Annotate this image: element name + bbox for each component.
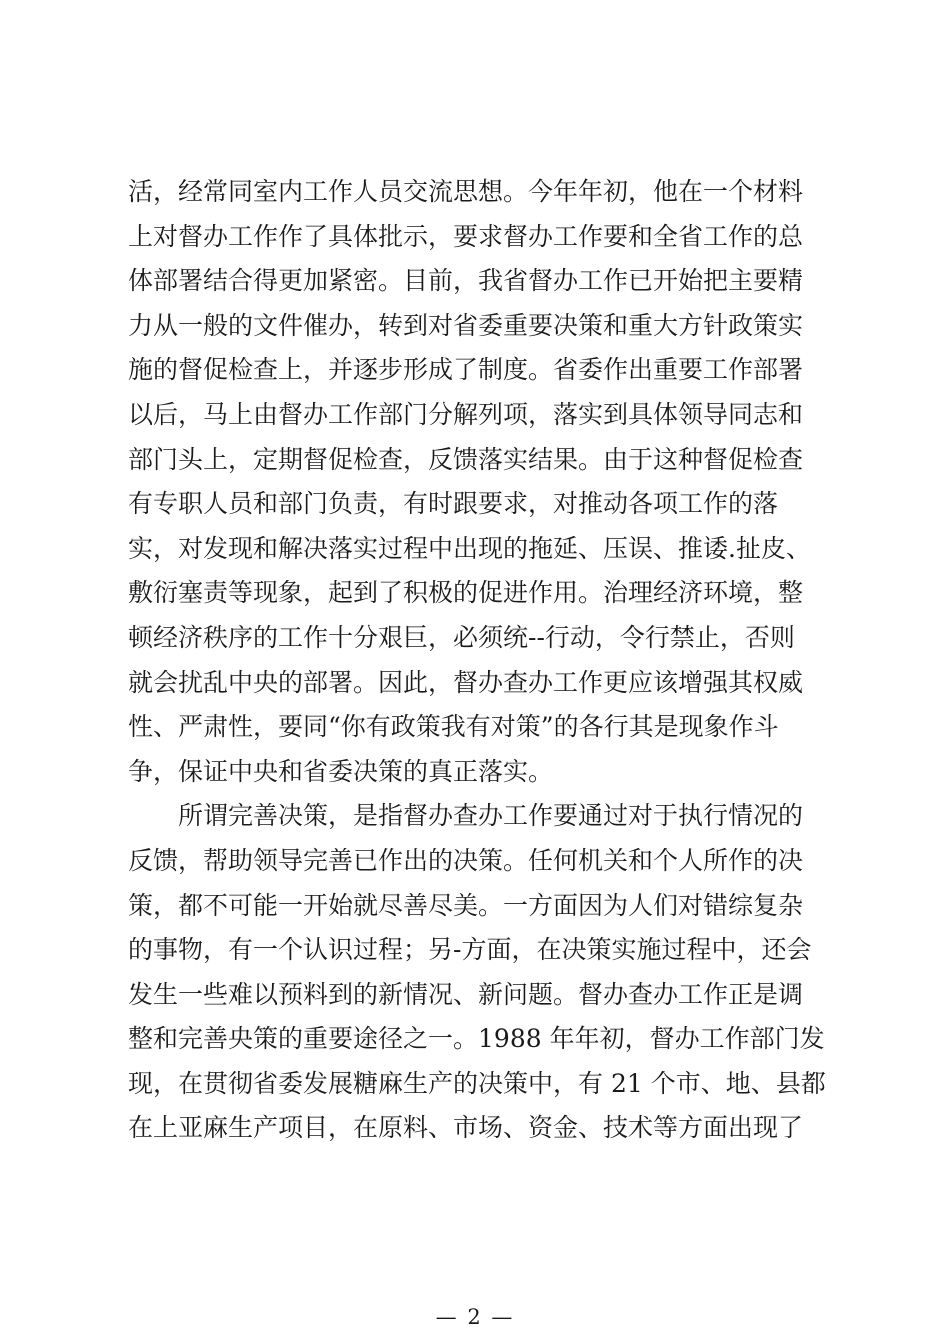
text-line: 部门头上，定期督促检查，反馈落实结果。由于这种督促检查	[128, 444, 804, 474]
text-line: 有专职人员和部门负责，有时跟要求，对推动各项工作的落	[128, 489, 779, 519]
text-line: 在上亚麻生产项目，在原料、市场、资金、技术等方面出现了	[128, 1113, 804, 1143]
text-line: 敷衍塞责等现象，起到了积极的促进作用。治理经济环境，整	[128, 578, 804, 608]
text-line: 发生一些难以预料到的新情况、新问题。督办查办工作正是调	[128, 979, 804, 1009]
text-line: 反馈，帮助领导完善已作出的决策。任何机关和个人所作的决	[128, 845, 804, 875]
paragraph-first-line: 所谓完善决策，是指督办查办工作要通过对于执行情况的	[178, 801, 804, 831]
text-line: 的事物，有一个认识过程；另-方面，在决策实施过程中，还会	[128, 935, 812, 965]
text-line: 施的督促检查上，并逐步形成了制度。省委作出重要工作部署	[128, 355, 804, 385]
text-line: 顿经济秩序的工作十分艰巨，必须统--行动，令行禁止，否则	[128, 622, 795, 652]
text-line: 以后，马上由督办工作部门分解列项，落实到具体领导同志和	[128, 399, 804, 429]
body-text	[128, 170, 828, 1151]
text-line: 力从一般的文件催办，转到对省委重要决策和重大方针政策实	[128, 310, 804, 340]
page-number: — 2 —	[435, 1305, 515, 1329]
text-line: 实，对发现和解决落实过程中出现的拖延、压误、推诿.扯皮、	[128, 533, 811, 563]
text-line: 活，经常同室内工作人员交流思想。今年年初，他在一个材料	[128, 177, 804, 206]
text-line: 整和完善央策的重要途径之一。1988 年年初，督办工作部门发	[128, 1024, 825, 1054]
text-line: 策，都不可能一开始就尽善尽美。一方面因为人们对错综复杂	[128, 890, 804, 920]
text-line: 体部署结合得更加紧密。目前，我省督办工作已开始把主要精	[128, 266, 804, 296]
text-line: 性、严肃性，要同“你有政策我有对策”的各行其是现象作斗	[128, 712, 779, 742]
text-line: 就会扰乱中央的部署。因此，督办查办工作更应该增强其权威	[128, 667, 804, 697]
text-line: 争，保证中央和省委决策的真正落实。	[128, 756, 554, 786]
text-line: 上对督办工作作了具体批示，要求督办工作要和全省工作的总	[128, 221, 804, 251]
text-line: 现，在贯彻省委发展糖麻生产的决策中，有 21 个市、地、县都	[128, 1068, 826, 1098]
